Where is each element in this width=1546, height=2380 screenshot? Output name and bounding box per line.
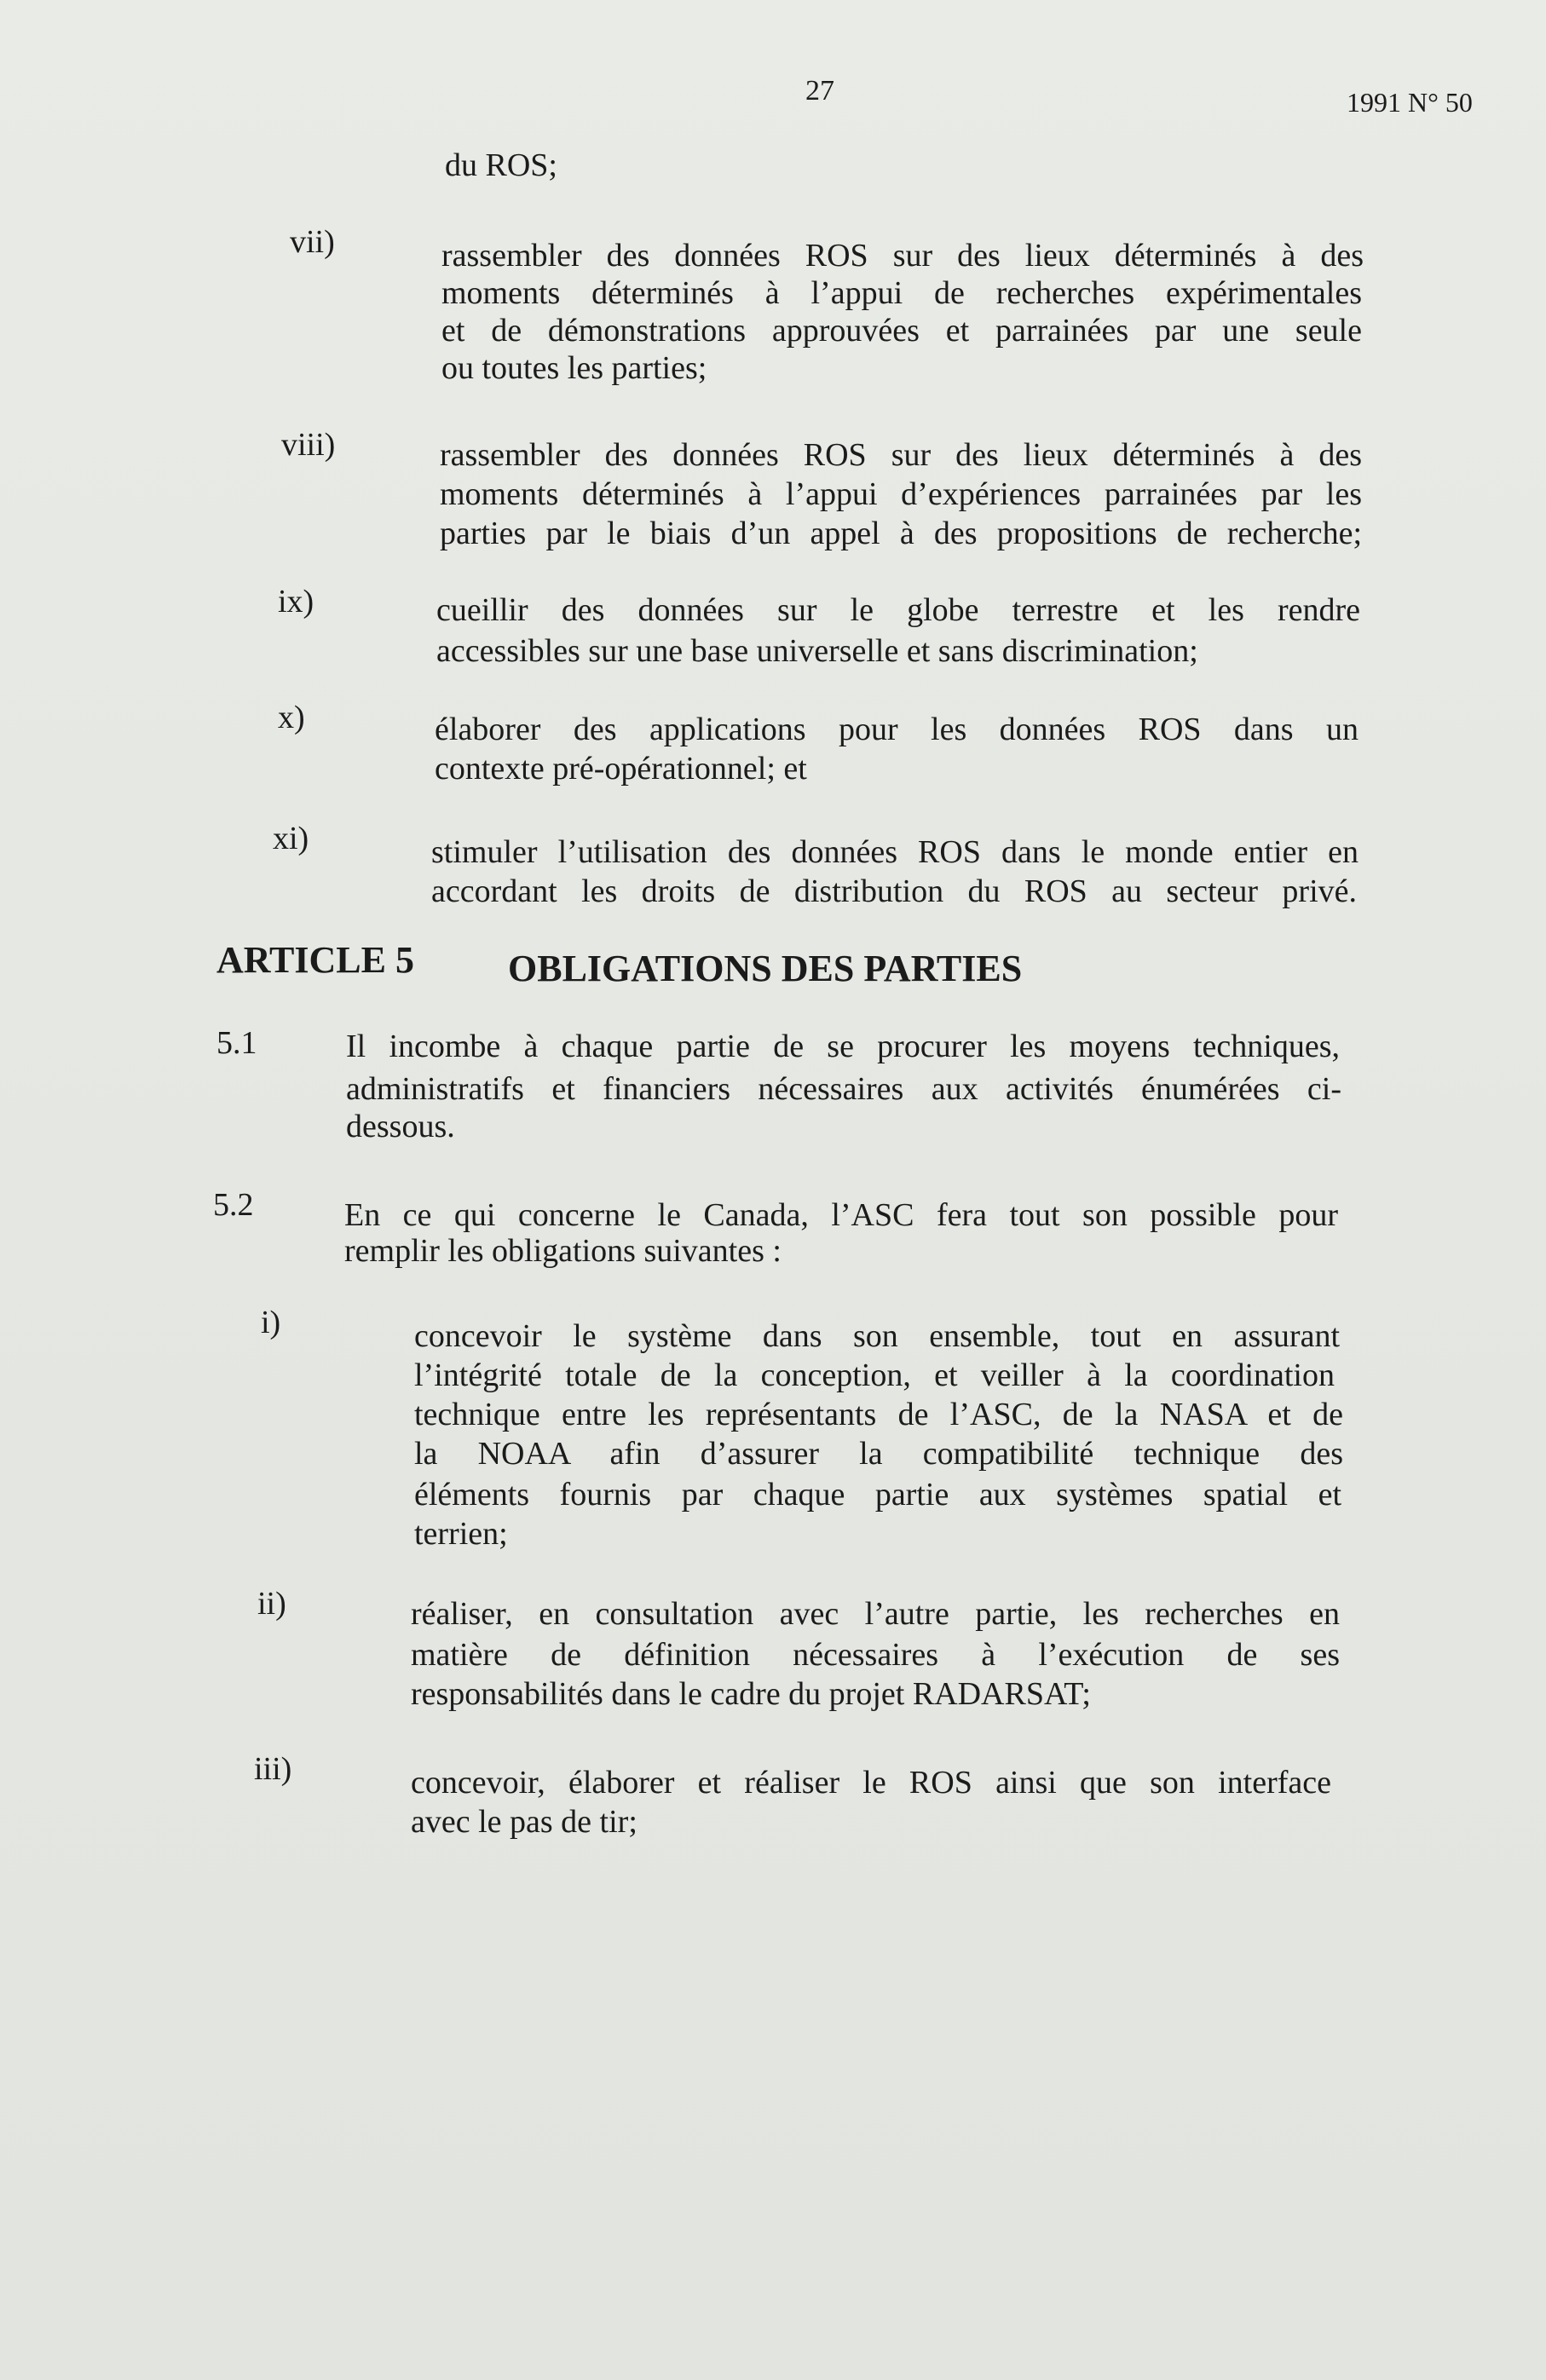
item-x-line: contexte pré-opérationnel; et [435,751,807,787]
item-viii-line: rassembler des données ROS sur des lieux déterminés à des [440,437,1362,473]
obligation-i-line: éléments fournis par chaque partie aux systèmes spatial et [414,1477,1341,1513]
obligation-i-line: concevoir le système dans son ensemble, tout en assurant [414,1318,1340,1354]
obligation-marker-ii: ii) [257,1586,286,1622]
item-marker-x: x) [278,700,305,735]
obligation-i-line: l’intégrité totale de la conception, et veiller à la coordination [414,1357,1335,1393]
section-5-2-line: En ce qui concerne le Canada, l’ASC fera tout son possible pour [344,1197,1338,1233]
item-xi-line: stimuler l’utilisation des données ROS dans le monde entier en [431,834,1359,870]
item-vii-line: et de démonstrations approuvées et parrainées par une seule [441,313,1362,349]
section-number-5-2: 5.2 [213,1187,254,1223]
section-number-5-1: 5.1 [216,1025,257,1061]
obligation-iii-line: avec le pas de tir; [411,1804,637,1840]
page-number: 27 [805,75,834,107]
obligation-marker-i: i) [261,1305,281,1340]
obligation-ii-line: responsabilités dans le cadre du projet RADARSAT; [411,1676,1091,1712]
article-title: OBLIGATIONS DES PARTIES [508,948,1023,989]
section-5-2-line: remplir les obligations suivantes : [344,1233,782,1269]
item-ix-line: accessibles sur une base universelle et sans discrimination; [436,633,1198,669]
item-vii-line: moments déterminés à l’appui de recherches expérimentales [441,275,1362,311]
section-5-1-line: dessous. [346,1109,455,1144]
continuation-line: du ROS; [445,147,557,183]
issue-reference: 1991 N° 50 [1347,87,1473,118]
item-xi-line: accordant les droits de distribution du ROS au secteur privé. [431,873,1357,909]
item-marker-ix: ix) [278,584,314,619]
obligation-i-line: technique entre les représentants de l’ASC, de la NASA et de [414,1397,1343,1432]
obligation-i-line: la NOAA afin d’assurer la compatibilité technique des [414,1436,1343,1472]
item-viii-line: moments déterminés à l’appui d’expériences parrainées par les [440,476,1362,512]
obligation-ii-line: matière de définition nécessaires à l’exécution de ses [411,1637,1340,1673]
item-vii-line: rassembler des données ROS sur des lieux déterminés à des [441,238,1364,274]
item-marker-xi: xi) [273,821,309,856]
item-marker-viii: viii) [281,427,336,463]
obligation-i-line: terrien; [414,1516,508,1552]
section-5-1-line: administratifs et financiers nécessaires aux activités énumérées ci- [346,1071,1341,1107]
obligation-iii-line: concevoir, élaborer et réaliser le ROS ainsi que son interface [411,1765,1331,1801]
item-marker-vii: vii) [290,224,335,260]
item-x-line: élaborer des applications pour les données ROS dans un [435,712,1359,747]
obligation-ii-line: réaliser, en consultation avec l’autre partie, les recherches en [411,1596,1340,1632]
article-number: ARTICLE 5 [216,939,414,981]
section-5-1-line: Il incombe à chaque partie de se procurer les moyens techniques, [346,1029,1340,1064]
item-viii-line: parties par le biais d’un appel à des propositions de recherche; [440,516,1362,551]
obligation-marker-iii: iii) [254,1751,292,1787]
item-vii-line: ou toutes les parties; [441,350,707,386]
item-ix-line: cueillir des données sur le globe terrestre et les rendre [436,592,1360,628]
